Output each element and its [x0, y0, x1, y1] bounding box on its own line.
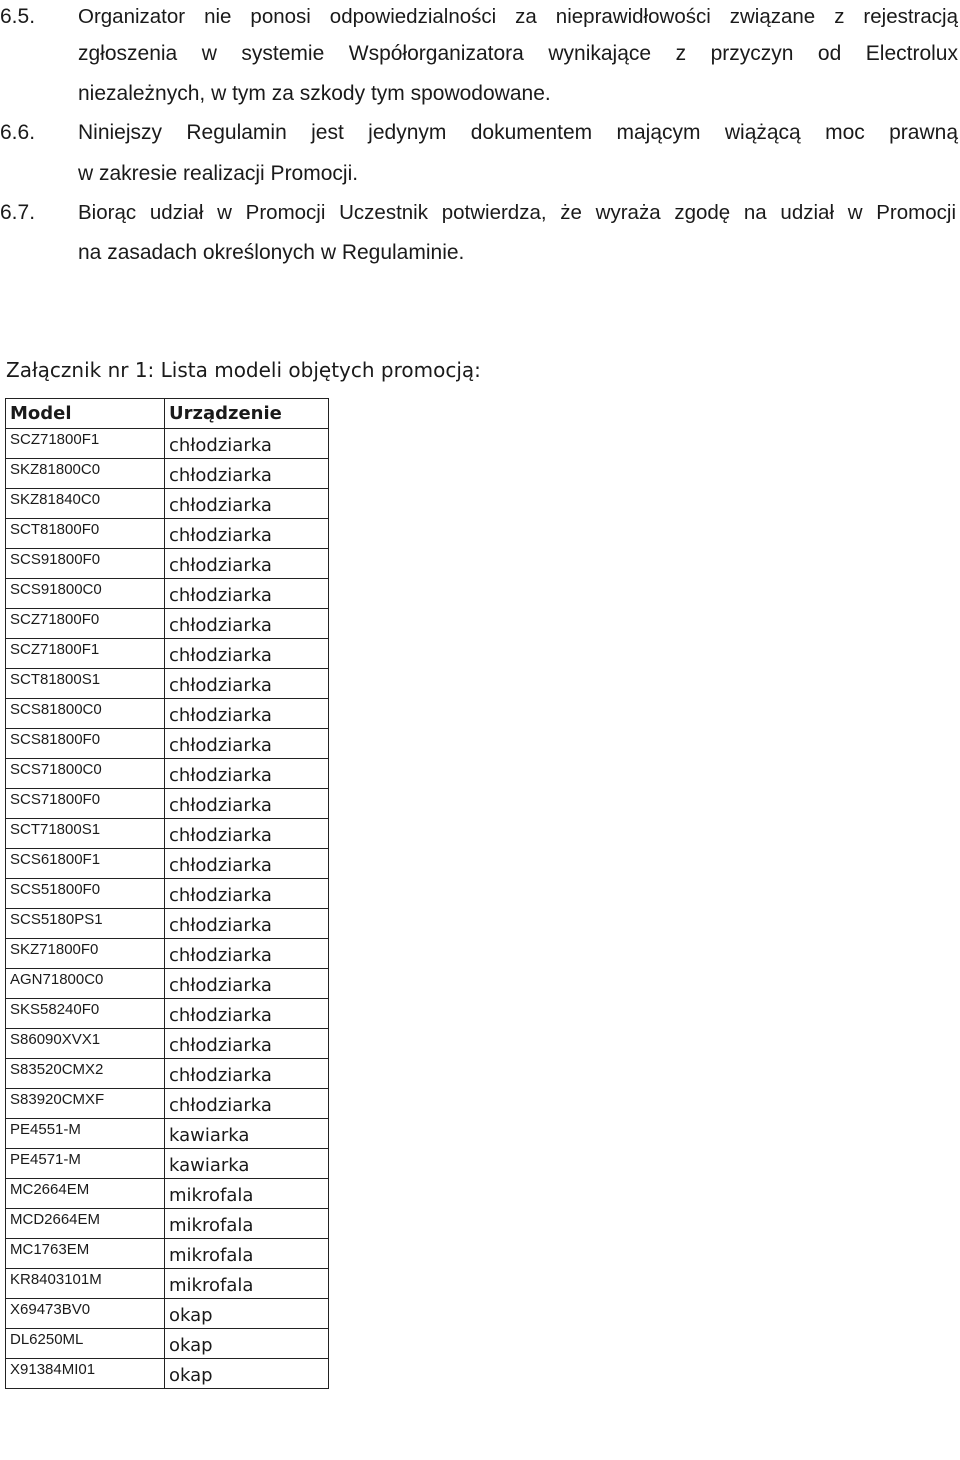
model-cell: SCZ71800F1 — [6, 429, 165, 459]
table-row — [6, 1119, 329, 1149]
model-cell: SCS91800C0 — [6, 579, 165, 609]
table-row — [6, 1359, 329, 1389]
table-row — [6, 849, 329, 879]
table-row — [6, 969, 329, 999]
model-cell: MCD2664EM — [6, 1209, 165, 1239]
table-row — [6, 1269, 329, 1299]
device-cell: chłodziarka — [165, 849, 329, 879]
model-cell: SCS61800F1 — [6, 849, 165, 879]
device-cell: chłodziarka — [165, 879, 329, 909]
table-row — [6, 1239, 329, 1269]
model-cell: AGN71800C0 — [6, 969, 165, 999]
device-cell: mikrofala — [165, 1209, 329, 1239]
table-row — [6, 609, 329, 639]
table-row — [6, 459, 329, 489]
model-cell: DL6250ML — [6, 1329, 165, 1359]
model-cell: S83920CMXF — [6, 1089, 165, 1119]
model-cell: SKZ81840C0 — [6, 489, 165, 519]
table-row — [6, 1179, 329, 1209]
device-cell: chłodziarka — [165, 579, 329, 609]
table-row — [6, 579, 329, 609]
section-line: Biorąc udział w Promocji Uczestnik potwierdza, że wyraża zgodę na udział w Promocji — [78, 201, 956, 224]
device-cell: chłodziarka — [165, 729, 329, 759]
model-cell: SCS51800F0 — [6, 879, 165, 909]
model-cell: SCZ71800F1 — [6, 639, 165, 669]
table-row — [6, 939, 329, 969]
model-cell: SCZ71800F0 — [6, 609, 165, 639]
table-row — [6, 699, 329, 729]
model-cell: SCT81800F0 — [6, 519, 165, 549]
model-cell: MC2664EM — [6, 1179, 165, 1209]
section-line: Organizator nie ponosi odpowiedzialności za nieprawidłowości związane z rejestracją — [78, 5, 958, 28]
section-line: zgłoszenia w systemie Współorganizatora wynikające z przyczyn od Electrolux — [78, 42, 958, 65]
device-cell: chłodziarka — [165, 609, 329, 639]
table-row — [6, 1089, 329, 1119]
device-cell: okap — [165, 1299, 329, 1329]
model-cell: S83520CMX2 — [6, 1059, 165, 1089]
model-cell: X69473BV0 — [6, 1299, 165, 1329]
device-cell: chłodziarka — [165, 909, 329, 939]
device-cell: chłodziarka — [165, 1029, 329, 1059]
model-cell: SCS81800F0 — [6, 729, 165, 759]
table-row — [6, 819, 329, 849]
table-header-row — [6, 399, 329, 429]
model-cell: SCS71800C0 — [6, 759, 165, 789]
model-cell: MC1763EM — [6, 1239, 165, 1269]
model-cell: SKZ81800C0 — [6, 459, 165, 489]
model-cell: SCS91800F0 — [6, 549, 165, 579]
device-cell: chłodziarka — [165, 1089, 329, 1119]
device-cell: mikrofala — [165, 1179, 329, 1209]
device-cell: chłodziarka — [165, 819, 329, 849]
model-cell: SKS58240F0 — [6, 999, 165, 1029]
appendix-title: Załącznik nr 1: Lista modeli objętych promocją: — [6, 358, 481, 382]
table-row — [6, 1209, 329, 1239]
model-cell: SCT81800S1 — [6, 669, 165, 699]
section-number: 6.7. — [0, 201, 36, 224]
device-cell: chłodziarka — [165, 789, 329, 819]
model-cell: SCS81800C0 — [6, 699, 165, 729]
section-line: niezależnych, w tym za szkody tym spowodowane. — [78, 82, 551, 105]
table-row — [6, 639, 329, 669]
device-cell: chłodziarka — [165, 969, 329, 999]
section-line: Niniejszy Regulamin jest jedynym dokumentem mającym wiążącą moc prawną — [78, 121, 958, 144]
model-cell: SCS71800F0 — [6, 789, 165, 819]
table-row — [6, 1299, 329, 1329]
table-row — [6, 429, 329, 459]
table-row — [6, 549, 329, 579]
table-row — [6, 519, 329, 549]
device-cell: chłodziarka — [165, 669, 329, 699]
model-cell: SKZ71800F0 — [6, 939, 165, 969]
table-row — [6, 1149, 329, 1179]
table-row — [6, 1329, 329, 1359]
section-line: w zakresie realizacji Promocji. — [78, 162, 359, 185]
device-cell: kawiarka — [165, 1149, 329, 1179]
model-cell: X91384MI01 — [6, 1359, 165, 1389]
model-cell: S86090XVX1 — [6, 1029, 165, 1059]
table-row — [6, 1059, 329, 1089]
section-number: 6.6. — [0, 121, 36, 144]
table-row — [6, 729, 329, 759]
device-cell: chłodziarka — [165, 1059, 329, 1089]
table-row — [6, 999, 329, 1029]
device-cell: chłodziarka — [165, 489, 329, 519]
device-cell: kawiarka — [165, 1119, 329, 1149]
device-cell: chłodziarka — [165, 639, 329, 669]
device-cell: chłodziarka — [165, 459, 329, 489]
model-cell: PE4571-M — [6, 1149, 165, 1179]
device-cell: chłodziarka — [165, 699, 329, 729]
device-cell: mikrofala — [165, 1269, 329, 1299]
table-row — [6, 489, 329, 519]
device-cell: chłodziarka — [165, 759, 329, 789]
section-line: na zasadach określonych w Regulaminie. — [78, 241, 465, 264]
table-row — [6, 909, 329, 939]
column-header-device: Urządzenie — [165, 399, 329, 429]
table-row — [6, 669, 329, 699]
table-row — [6, 759, 329, 789]
model-cell: SCS5180PS1 — [6, 909, 165, 939]
device-cell: chłodziarka — [165, 429, 329, 459]
models-table — [5, 398, 329, 1389]
table-row — [6, 789, 329, 819]
device-cell: chłodziarka — [165, 999, 329, 1029]
device-cell: chłodziarka — [165, 549, 329, 579]
column-header-model: Model — [6, 399, 165, 429]
model-cell: KR8403101M — [6, 1269, 165, 1299]
table-row — [6, 879, 329, 909]
device-cell: okap — [165, 1329, 329, 1359]
device-cell: chłodziarka — [165, 519, 329, 549]
device-cell: okap — [165, 1359, 329, 1389]
device-cell: chłodziarka — [165, 939, 329, 969]
model-cell: PE4551-M — [6, 1119, 165, 1149]
section-number: 6.5. — [0, 5, 36, 28]
table-row — [6, 1029, 329, 1059]
model-cell: SCT71800S1 — [6, 819, 165, 849]
device-cell: mikrofala — [165, 1239, 329, 1269]
